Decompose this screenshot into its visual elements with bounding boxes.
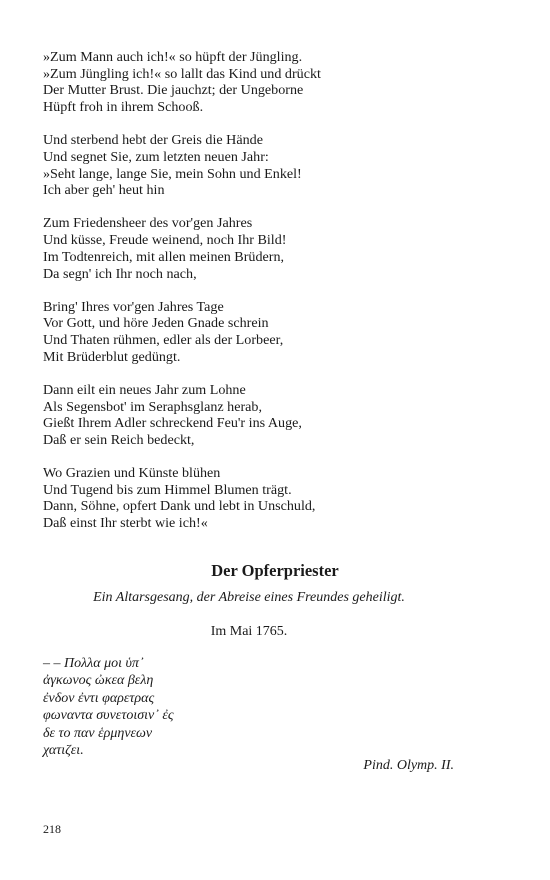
poem-title: Der Opferpriester	[211, 561, 339, 580]
motto-line: φωναντα συνετοισιν᾽ ἐς	[43, 708, 174, 724]
greek-motto	[43, 655, 343, 759]
stanza	[43, 49, 483, 116]
verse-line: Im Todtenreich, mit allen meinen Brüdern,	[43, 248, 285, 265]
verse-line: Und Thaten rühmen, edler als der Lorbeer,	[43, 332, 284, 349]
stanza	[43, 465, 483, 532]
verse-line: Dann eilt ein neues Jahr zum Lohne	[43, 381, 246, 398]
poem-date: Im Mai 1765.	[210, 624, 288, 639]
motto-line: ἐνδον ἐντι φαρετρας	[43, 690, 155, 706]
verse-line: Bring' Ihres vor'gen Jahres Tage	[43, 298, 224, 315]
motto-source: Pind. Olymp. II.	[363, 758, 454, 773]
verse-line: Und Tugend bis zum Himmel Blumen trägt.	[43, 481, 292, 498]
verse-line: Hüpft froh in ihrem Schooß.	[43, 99, 204, 116]
poem-text	[43, 49, 483, 532]
verse-line: Dann, Söhne, opfert Dank und lebt in Unschuld,	[43, 498, 316, 515]
motto-line: χατιζει.	[43, 743, 84, 759]
verse-line: Der Mutter Brust. Die jauchzt; der Ungeborne	[43, 82, 304, 99]
page-number: 218	[43, 822, 61, 836]
verse-line: Und küsse, Freude weinend, noch Ihr Bild!	[43, 232, 287, 249]
verse-line: Daß einst Ihr sterbt wie ich!«	[43, 515, 208, 532]
stanza	[43, 215, 483, 282]
verse-line: Gießt Ihrem Adler schreckend Feu'r ins Auge,	[43, 415, 302, 432]
motto-line: – – Πολλα μοι ὑπ᾽	[43, 656, 144, 671]
verse-line: Als Segensbot' im Seraphsglanz herab,	[43, 398, 262, 415]
poem-subtitle: Ein Altarsgesang, der Abreise eines Freundes geheiligt.	[93, 590, 405, 605]
verse-line: Und segnet Sie, zum letzten neuen Jahr:	[43, 148, 269, 165]
stanza	[43, 132, 483, 199]
motto-line: δε το παν ἑρμηνεων	[43, 725, 153, 741]
stanza	[43, 382, 483, 449]
motto-line: ἀγκωνος ὠκεα βελη	[43, 673, 154, 689]
verse-line: Zum Friedensheer des vor'gen Jahres	[43, 215, 253, 232]
verse-line: »Seht lange, lange Sie, mein Sohn und Enkel!	[43, 165, 302, 182]
verse-line: »Zum Jüngling ich!« so lallt das Kind und drückt	[43, 65, 321, 82]
verse-line: Wo Grazien und Künste blühen	[43, 465, 221, 482]
stanza	[43, 299, 483, 366]
verse-line: Mit Brüderblut gedüngt.	[43, 348, 181, 365]
verse-line: Daß er sein Reich bedeckt,	[43, 431, 195, 448]
verse-line: Ich aber geh' heut hin	[43, 182, 165, 199]
verse-line: Da segn' ich Ihr noch nach,	[43, 265, 197, 282]
verse-line: Vor Gott, und höre Jeden Gnade schrein	[43, 315, 269, 332]
verse-line: Und sterbend hebt der Greis die Hände	[43, 132, 263, 149]
verse-line: »Zum Mann auch ich!« so hüpft der Jüngling.	[43, 49, 303, 65]
